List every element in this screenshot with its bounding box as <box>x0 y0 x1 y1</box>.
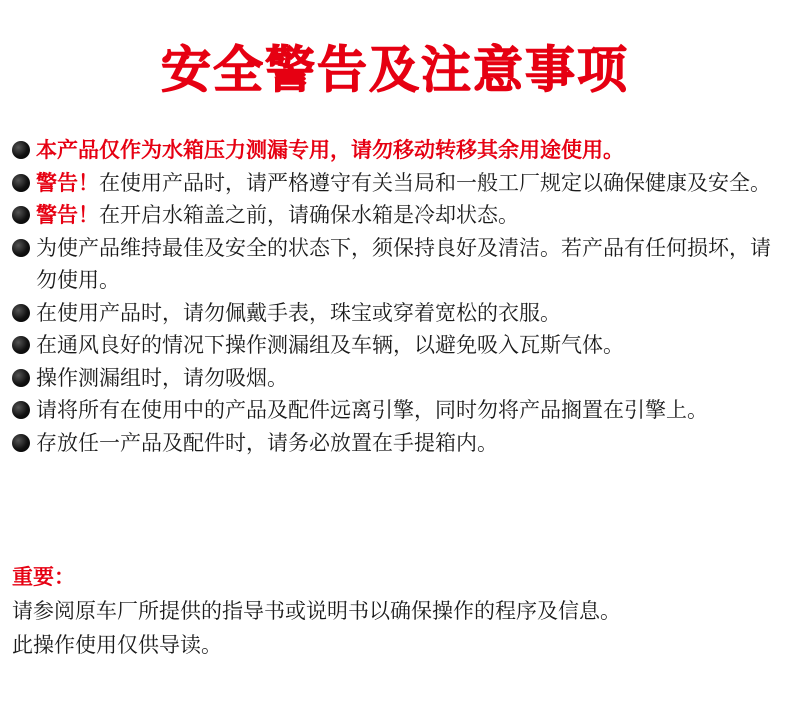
page-title: 安全警告及注意事项 <box>161 41 629 99</box>
notice-text-9: 存放任一产品及配件时，请务必放置在手提箱内。 <box>36 430 498 455</box>
notice-item-2 <box>12 167 782 200</box>
bullet-icon <box>12 329 36 362</box>
notice-body-3 <box>36 199 782 232</box>
notice-text-3: 在开启水箱盖之前，请确保水箱是冷却状态。 <box>99 203 519 227</box>
notice-body-2 <box>36 167 782 200</box>
notice-list <box>12 134 782 459</box>
notice-item-3 <box>12 199 782 232</box>
notice-item-9 <box>12 427 782 460</box>
warning-label: 警告！ <box>36 170 99 195</box>
bullet-icon <box>12 427 36 460</box>
notice-item-6 <box>12 329 782 362</box>
important-line-2: 此操作使用仅供导读。 <box>12 633 222 657</box>
notice-text-2: 在使用产品时，请严格遵守有关当局和一般工厂规定以确保健康及安全。 <box>99 170 771 195</box>
important-line-1: 请参阅原车厂所提供的指导书或说明书以确保操作的程序及信息。 <box>12 599 621 623</box>
notice-text-4: 为使产品维持最佳及安全的状态下，须保持良好及清洁。若产品有任何损坏，请勿使用。 <box>36 235 771 292</box>
bullet-icon <box>12 362 36 395</box>
bullet-icon <box>12 134 36 167</box>
warning-label: 警告！ <box>36 203 99 227</box>
notice-item-7 <box>12 362 782 395</box>
notice-text-8: 请将所有在使用中的产品及配件远离引擎，同时勿将产品搁置在引擎上。 <box>36 398 708 422</box>
notice-item-1 <box>12 134 782 167</box>
notice-text-6: 在通风良好的情况下操作测漏组及车辆，以避免吸入瓦斯气体。 <box>36 333 624 357</box>
important-heading: 重要： <box>12 565 75 589</box>
notice-text-7: 操作测漏组时，请勿吸烟。 <box>36 365 288 390</box>
notice-item-5 <box>12 297 782 330</box>
bullet-icon <box>12 232 36 265</box>
notice-item-4 <box>12 232 782 297</box>
bullet-icon <box>12 167 36 200</box>
notice-text-5: 在使用产品时，请勿佩戴手表，珠宝或穿着宽松的衣服。 <box>36 300 561 325</box>
notice-item-8 <box>12 394 782 427</box>
bullet-icon <box>12 394 36 427</box>
bullet-icon <box>12 297 36 330</box>
important-section <box>12 560 782 662</box>
notice-text-1: 本产品仅作为水箱压力测漏专用，请勿移动转移其余用途使用。 <box>36 138 624 162</box>
bullet-icon <box>12 199 36 232</box>
